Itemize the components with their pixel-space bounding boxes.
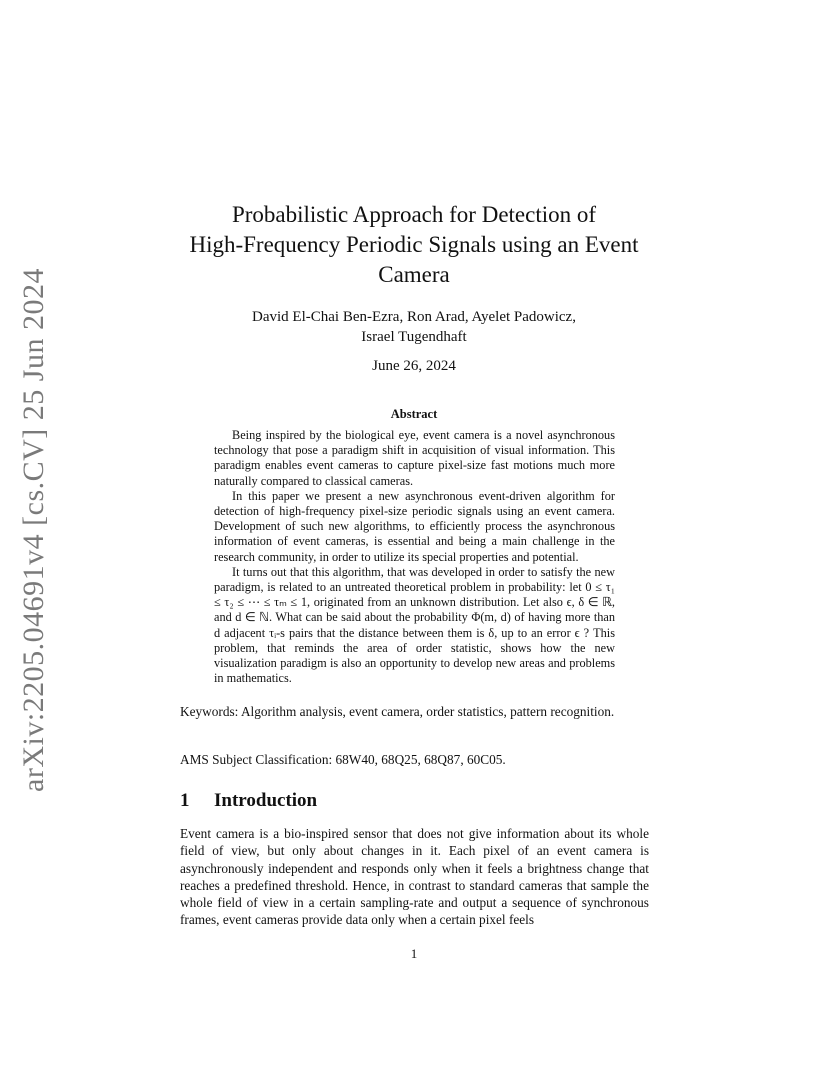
section-number: 1	[180, 790, 190, 811]
publication-date: June 26, 2024	[372, 358, 456, 374]
title-line: Probabilistic Approach for Detection of	[231, 202, 597, 227]
abstract-body	[214, 428, 615, 686]
abstract-heading: Abstract	[390, 407, 438, 421]
abstract-paragraph: In this paper we present a new asynchronous event-driven algorithm for detection of high-frequency pixel-size periodic signals using an event camera. Development of such new algorithms, to efficiently process the asynchronous information of event cameras, is essential and being a main challenge in the research community, in order to utilize its special properties and potential.	[214, 488, 615, 564]
author-line: Israel Tugendhaft	[361, 329, 467, 345]
title-line: Camera	[378, 262, 450, 287]
title-line: High-Frequency Periodic Signals using an Event	[189, 232, 639, 257]
page-number: 1	[410, 946, 418, 961]
abstract-paragraph: Being inspired by the biological eye, event camera is a novel asynchronous technology that pose a paradigm shift in acquisition of visual information. This paradigm enables event cameras to capture pixel-size fast motions much more naturally compared to classical cameras.	[214, 428, 615, 488]
abstract-paragraph: It turns out that this algorithm, that was developed in order to satisfy the new paradigm, is related to an untreated theoretical problem in probability: let 0 ≤ τ₁ ≤ τ₂ ≤ ⋯ ≤ τₘ ≤ 1, originated from an unknown distribution. Let also ϵ, δ ∈ ℝ, and d ∈ ℕ. What can be said about the probability Φ(m, d) of having more than d adjacent τᵢ-s pairs that the distance between them is δ, up to an error ϵ ? This problem, that reminds the area of order statistic, shows how the new visualization paradigm is also an opportunity to develop new areas and problems in mathematics.	[214, 564, 615, 686]
keywords: Keywords: Algorithm analysis, event camera, order statistics, pattern recognition.	[180, 704, 615, 719]
author-line: David El-Chai Ben-Ezra, Ron Arad, Ayelet Padowicz,	[252, 309, 576, 325]
section-heading	[180, 790, 650, 812]
ams-classification: AMS Subject Classification: 68W40, 68Q25, 68Q87, 60C05.	[180, 752, 506, 767]
author-list	[190, 307, 638, 347]
introduction-paragraph: Event camera is a bio-inspired sensor that does not give information about its whole field of view, but only about changes in it. Each pixel of an event camera is asynchronously independent and responds only when it feels a brightness change that reaches a predefined threshold. Hence, in contrast to standard cameras that sample the whole field of view in a certain sampling-rate and output a sequence of synchronous frames, event cameras provide data only when a certain pixel feels	[180, 826, 649, 928]
arxiv-stamp-text: arXiv:2205.04691v4 [cs.CV] 25 Jun 2024	[17, 268, 50, 792]
paper-title	[150, 200, 678, 290]
introduction-body	[180, 825, 649, 929]
arxiv-stamp	[4, 268, 64, 792]
section-title: Introduction	[214, 790, 318, 811]
